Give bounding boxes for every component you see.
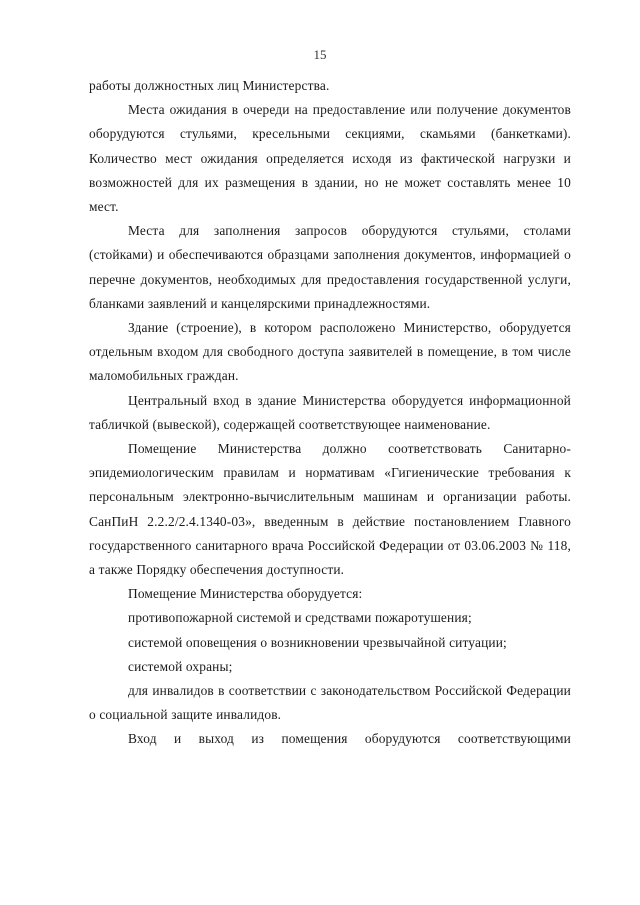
paragraph: Здание (строение), в котором расположено Министерство, оборудуется отдельным входом для свободного доступа заявителей в помещение, в том числе маломобильных граждан. bbox=[89, 320, 571, 384]
paragraph: Центральный вход в здание Министерства оборудуется информационной табличкой (вывеской), содержащей соответствующее наименование. bbox=[89, 392, 571, 432]
list-item: системой оповещения о возникновении чрезвычайной ситуации; bbox=[128, 634, 507, 650]
list-item: для инвалидов в соответствии с законодательством Российской Федерации о социальной защите инвалидов. bbox=[89, 683, 571, 723]
document-body bbox=[89, 74, 571, 752]
paragraph: Места ожидания в очереди на предоставление или получение документов оборудуются стульями, кресельными секциями, скамьями (банкетками). Количество мест ожидания определяется исходя из фактической нагрузки и возможностей для их размещения в здании, но не может составлять менее 10 мест. bbox=[89, 102, 571, 215]
list-item: системой охраны; bbox=[128, 658, 233, 674]
paragraph: работы должностных лиц Министерства. bbox=[89, 78, 330, 93]
page-number: 15 bbox=[313, 47, 327, 62]
paragraph: Помещение Министерства должно соответствовать Санитарно-эпидемиологическим правилам и нормативам «Гигиенические требования к персональным электронно-вычислительным машинам и организации работы. СанПиН 2.2.2/2.4.1340-03», введенным в действие постановлением Главного государственного санитарного врача Российской Федерации от 03.06.2003 № 118, а также Порядку обеспечения доступности. bbox=[89, 441, 571, 578]
paragraph: Места для заполнения запросов оборудуются стульями, столами (стойками) и обеспечиваются образцами заполнения документов, информацией о перечне документов, необходимых для предоставления государственной услуги, бланками заявлений и канцелярскими принадлежностями. bbox=[89, 223, 571, 311]
paragraph: Вход и выход из помещения оборудуются соответствующими bbox=[128, 731, 571, 747]
paragraph: Помещение Министерства оборудуется: bbox=[128, 586, 363, 602]
list-item: противопожарной системой и средствами пожаротушения; bbox=[128, 610, 472, 626]
